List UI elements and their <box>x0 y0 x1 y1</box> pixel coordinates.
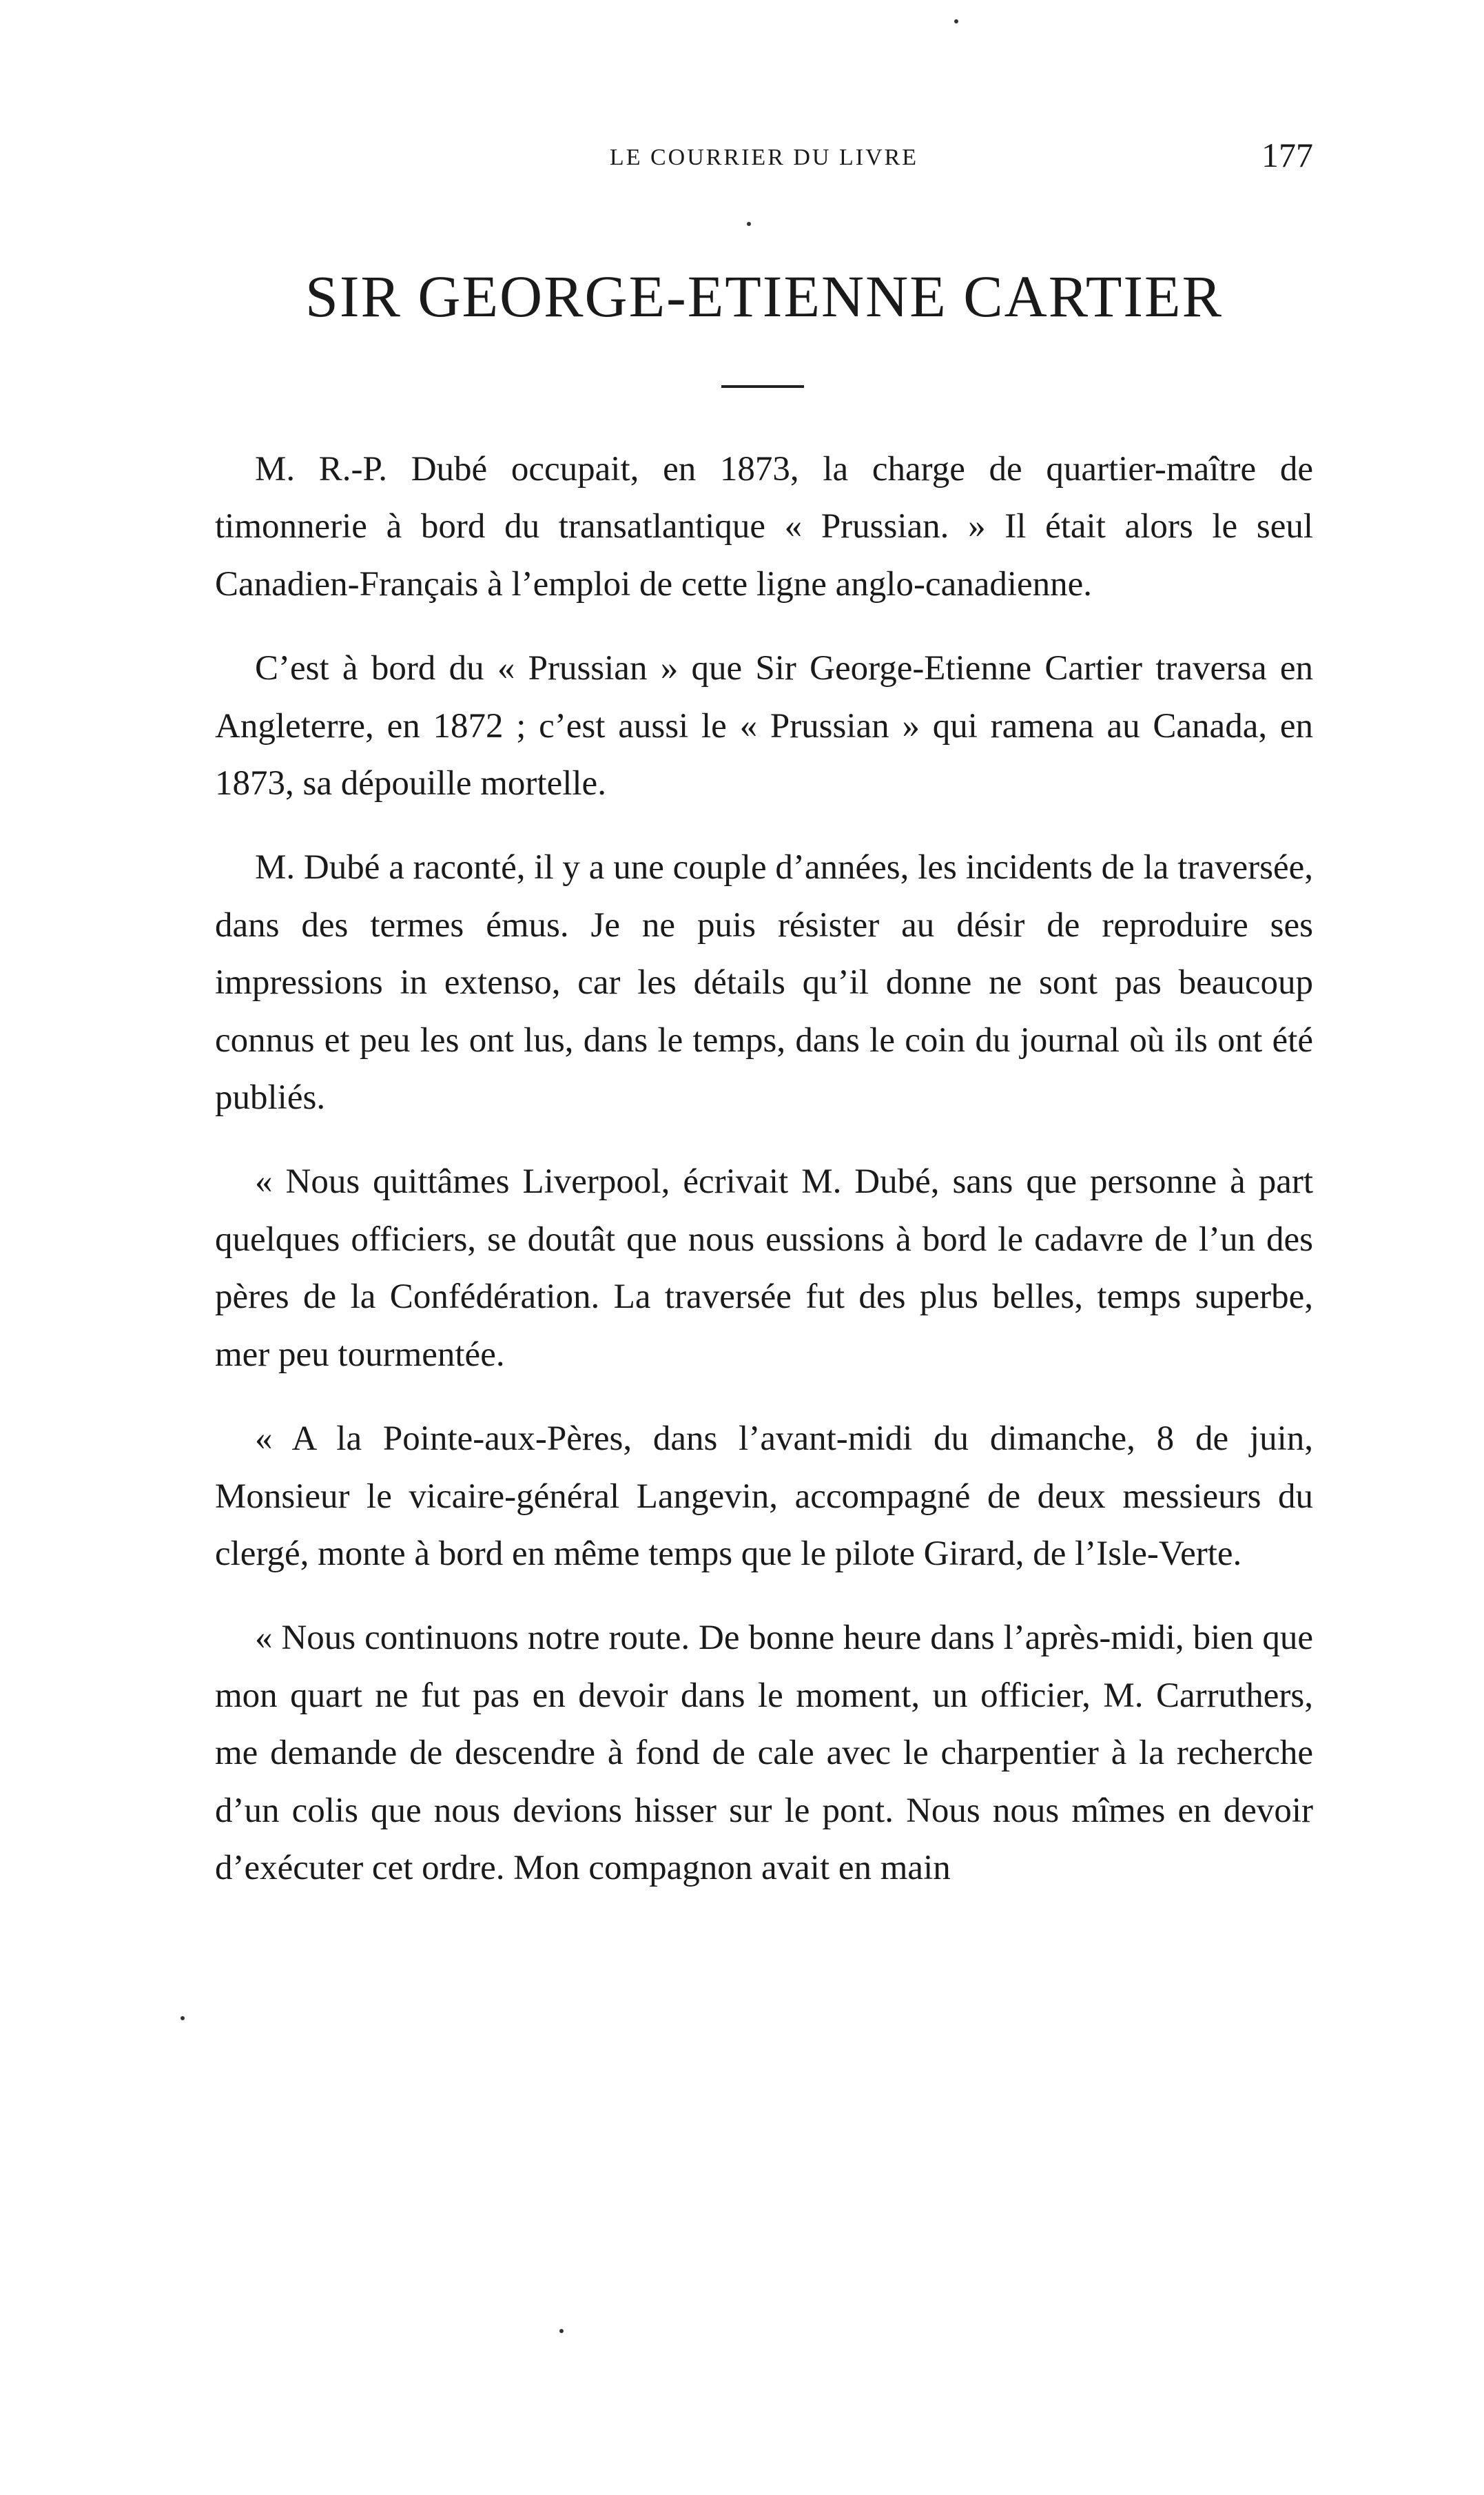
print-speck <box>559 2329 564 2333</box>
chapter-title: SIR GEORGE-ETIENNE CARTIER <box>305 263 1223 329</box>
running-title: LE COURRIER DU LIVRE <box>609 145 919 170</box>
paragraph-4: « Nous quittâmes Liverpool, écrivait M. Dubé, sans que personne à part quelques officiers, se doutât que nous eussions à bord le cadavre de l’un des pères de la Confédération. La traversée fut des plus belles, temps superbe, mer peu tourmentée. <box>215 1162 1313 1374</box>
print-speck <box>747 222 751 226</box>
paragraph-2: C’est à bord du « Prussian » que Sir George-Etienne Cartier traversa en Angleterre, en 1872 ; c’est aussi le « Prussian » qui ramena au Canada, en 1873, sa dépouille mortelle. <box>215 649 1313 803</box>
paragraph-5: « A la Pointe-aux-Pères, dans l’avant-midi du dimanche, 8 de juin, Monsieur le vicaire-général Langevin, accompagné de deux messieurs du clergé, monte à bord en même temps que le pilote Girard, de l’Isle-Verte. <box>215 1419 1313 1573</box>
page-number: 177 <box>1261 136 1313 174</box>
print-speck <box>181 2016 185 2020</box>
paragraph-6: « Nous continuons notre route. De bonne heure dans l’après-midi, bien que mon quart ne fut pas en devoir dans le moment, un officier, M. Carruthers, me demande de descendre à fond de cale avec le charpentier à la recherche d’un colis que nous devions hisser sur le pont. Nous nous mîmes en devoir d’exécuter cet ordre. Mon compagnon avait en main <box>215 1619 1313 1887</box>
paragraph-1: M. R.-P. Dubé occupait, en 1873, la charge de quartier-maître de timonnerie à bord du transatlantique « Prussian. » Il était alors le seul Canadien-Français à l’emploi de cette ligne anglo-canadienne. <box>215 450 1313 604</box>
title-rule <box>721 385 804 388</box>
running-head <box>215 135 1313 183</box>
body-text <box>215 441 1313 1897</box>
print-speck <box>954 19 958 23</box>
paragraph-3: M. Dubé a raconté, il y a une couple d’années, les incidents de la traversée, dans des termes émus. Je ne puis résister au désir de reproduire ses impressions in extenso, car les détails qu’il donne ne sont pas beaucoup connus et peu les ont lus, dans le temps, dans le coin du journal où ils ont été publiés. <box>215 848 1313 1118</box>
